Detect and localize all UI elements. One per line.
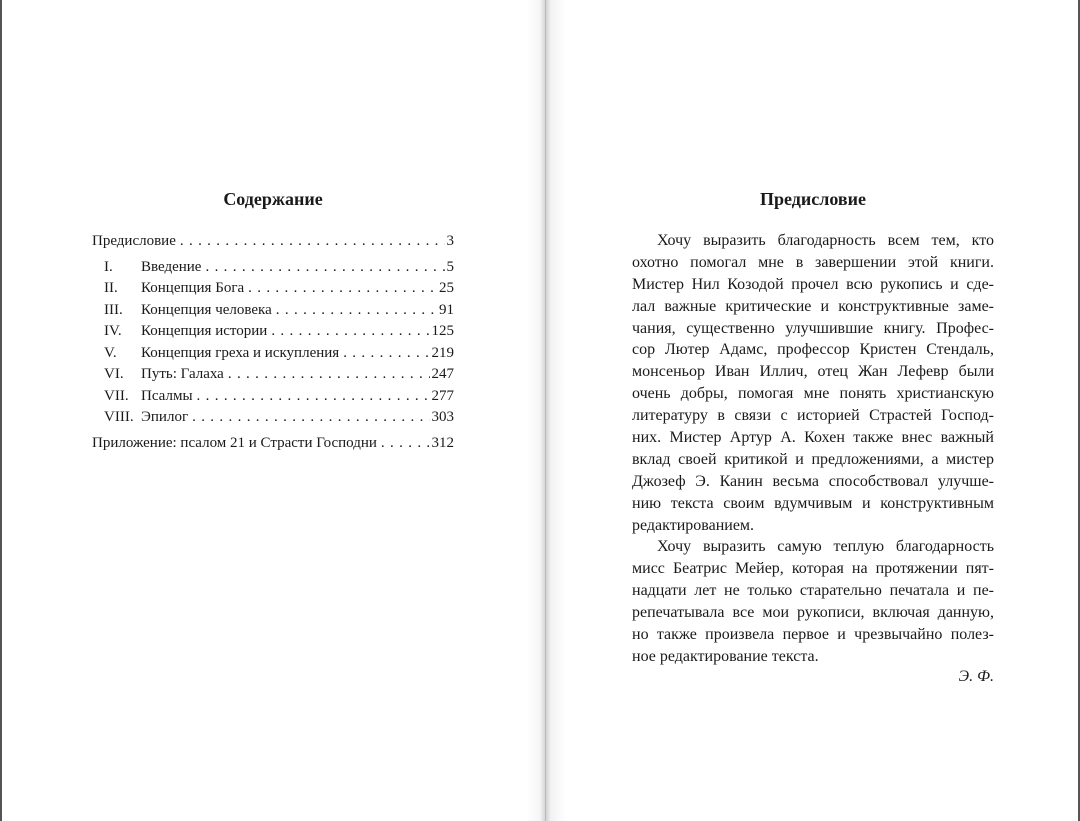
- toc-leader-dots: [228, 364, 430, 386]
- toc-entry-label: Концепция человека: [141, 301, 272, 318]
- toc-entry-page: 91: [439, 301, 454, 318]
- toc-entry-label: Эпилог: [141, 409, 189, 425]
- preface-line: надцати лет не только старательно печатала и пе-: [632, 582, 994, 600]
- preface-line: ное редактирование текста.: [632, 647, 819, 665]
- toc-entry-chapter: [92, 386, 454, 408]
- toc-entry-number: IV.: [104, 323, 122, 339]
- toc-leader-dots: [381, 433, 430, 455]
- preface-line: сор Лютер Адамс, профессор Кристен Стендаль,: [632, 341, 994, 359]
- preface-line: редактированием.: [632, 516, 755, 534]
- toc-entry-number: II.: [104, 280, 118, 296]
- preface-line: Джозеф Э. Канин весьма способствовал улучше-: [632, 472, 994, 490]
- toc-leader-dots: [343, 343, 429, 365]
- preface-line: но также произвела первое и чрезвычайно полез-: [632, 626, 994, 644]
- toc-entry-chapter: [92, 364, 454, 386]
- toc-entry-chapter: [92, 300, 454, 322]
- toc-entry-number: V.: [104, 344, 117, 361]
- preface-line: чания, существенно улучшившие книгу. Профес-: [632, 319, 994, 337]
- preface-line: вклад своей критикой и предложениями, а мистер: [632, 450, 994, 468]
- toc-entry-label: Псалмы: [141, 387, 193, 404]
- preface-line: очень добры, помогая мне понять христианскую: [632, 385, 994, 403]
- toc-entry-page: 247: [431, 366, 454, 382]
- toc-entry-appendix: [92, 433, 454, 455]
- toc-entry-number: VI.: [104, 366, 124, 382]
- page-gutter-shadow: [526, 0, 566, 821]
- toc-leader-dots: [248, 278, 437, 300]
- toc-entry-label: Приложение: псалом 21 и Страсти Господни: [92, 434, 377, 451]
- toc-entry-label: Концепция греха и искупления: [141, 344, 340, 361]
- toc-entry-label: Концепция истории: [141, 323, 268, 339]
- toc-entry-page: 5: [446, 258, 454, 275]
- page-fold-line: [545, 0, 546, 821]
- preface-signature: Э. Ф.: [958, 668, 994, 685]
- preface-line: репечатывала все мои рукописи, включая данную,: [632, 604, 994, 622]
- preface-title: Предисловие: [760, 189, 866, 209]
- toc-entry-chapter: [92, 257, 454, 279]
- toc-entry-page: 277: [431, 387, 454, 404]
- toc-entry-preface: [92, 231, 454, 253]
- preface-line: мисс Беатрис Мейер, которая на протяжении пят-: [632, 560, 994, 578]
- table-of-contents: [92, 231, 454, 454]
- preface-line: Мистер Нил Козодой прочел всю рукопись и сде-: [632, 275, 994, 293]
- toc-entry-page: 312: [431, 434, 454, 451]
- toc-entry-page: 25: [439, 280, 454, 296]
- toc-entry-page: 219: [431, 344, 454, 361]
- toc-title: Содержание: [223, 189, 323, 209]
- toc-entry-chapter: [92, 407, 454, 429]
- toc-leader-dots: [180, 231, 445, 253]
- toc-entry-number: VIII.: [104, 409, 134, 425]
- toc-leader-dots: [205, 257, 444, 279]
- toc-entry-chapter: [92, 321, 454, 343]
- preface-line: монсеньор Иван Иллич, отец Жан Лефевр были: [632, 363, 994, 381]
- toc-entry-label: Предисловие: [92, 233, 176, 249]
- toc-entry-page: 125: [431, 323, 454, 339]
- toc-entry-page: 303: [431, 409, 454, 425]
- toc-entry-label: Путь: Галаха: [141, 366, 224, 382]
- preface-line: лал важные критические и конструктивные заме-: [632, 297, 994, 315]
- toc-entry-page: 3: [446, 233, 454, 249]
- preface-line: Хочу выразить самую теплую благодарность: [657, 538, 994, 556]
- preface-line: Хочу выразить благодарность всем тем, кто: [657, 232, 994, 249]
- toc-entry-number: VII.: [104, 387, 129, 404]
- preface-line: них. Мистер Артур А. Кохен также внес важный: [632, 429, 994, 447]
- toc-entry-chapter: [92, 278, 454, 300]
- preface-line: охотно помогал мне в завершении этой книги.: [632, 253, 994, 271]
- toc-leader-dots: [276, 300, 437, 322]
- toc-entry-label: Введение: [141, 258, 202, 275]
- toc-entry-chapter: [92, 343, 454, 365]
- toc-entry-label: Концепция Бога: [141, 280, 245, 296]
- preface-line: литературу в связи с историей Страстей Господ-: [632, 407, 994, 425]
- toc-entry-number: I.: [104, 258, 113, 275]
- toc-leader-dots: [271, 321, 429, 343]
- toc-leader-dots: [192, 407, 429, 429]
- toc-entry-number: III.: [104, 301, 123, 318]
- toc-leader-dots: [197, 386, 430, 408]
- preface-body: [632, 230, 994, 668]
- preface-line: нию текста своим вдумчивым и конструктивным: [632, 494, 994, 512]
